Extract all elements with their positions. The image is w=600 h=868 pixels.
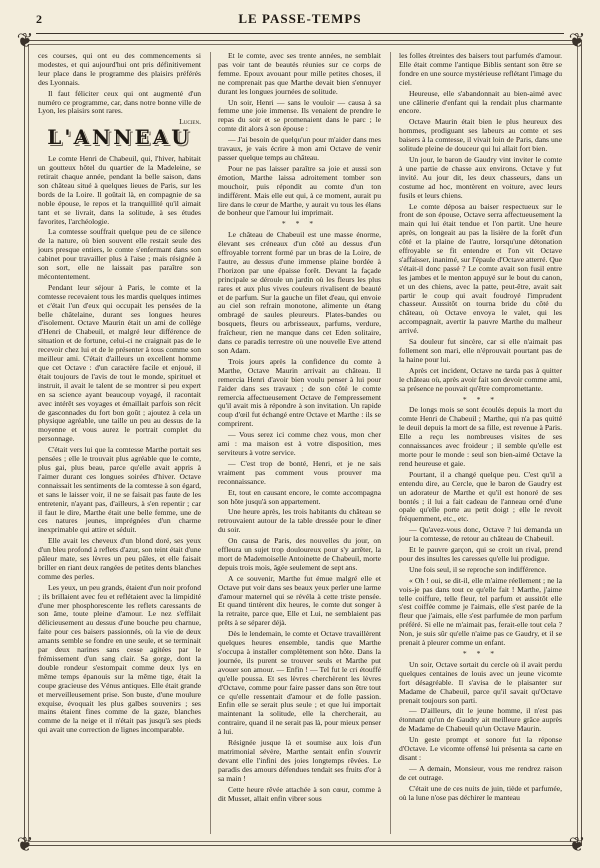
paragraph: Un soir, Octave sortait du cercle où il avait perdu quelques centaines de louis avec un jeune vicomte fort désagréable. Il s'avisa de le plaisanter sur Madame de Chabeuil, parce qu'il savait qu'Octave prenait toujours son parti. [399, 659, 562, 705]
paragraph: Le comte déposa au baiser respectueux sur le front de son épouse, Octave serra affectueusement la main qui lui était tendue et l'on partit. Une heure après, on longeait au pas la lisière de la forêt d'un côté et la plaine de l'autre, lorsqu'une détonation effroyable se fit entendre et l'on vit Octave s'affaisser, inanimé, sur l'épaule d'Octave atterré. Que s'était-il donc passé ? Le comte avait son fusil entre les jambes et le menton appuyé sur le bout du canon, et un des chiens, avec la patte, peut-être, avait sait partir le coup qui avait foudroyé l'imprudent chasseur. Aussitôt on tourna bride du côté du château, où Octave envoya le valet, qui les accompagnait, avertir la pauvre Marthe du malheur arrivé. [399, 201, 562, 336]
corner-ornament-icon: ❦ [568, 834, 586, 856]
paragraph: On causa de Paris, des nouvelles du jour, on effleura un sujet trop douloureux pour s'y arrêter, la mort de Mademoiselle Antoinette de Chabeuil, morte depuis trois mois, âgée seulement de sept ans. [218, 536, 381, 572]
paragraph: Et le comte, avec ses trente années, ne semblait pas voir tant de beautés réunies sur ce corps de femme. Epoux avouant pour mille petites choses, il ne comprenait pas que Marthe devait bien s'ennuyer durant les longues journées de solitude. [218, 52, 381, 96]
paragraph: Cette heure rêvée attachée à son cœur, comme à dit Musset, allait enfin vibrer sous [218, 784, 381, 803]
story-title: L'ANNEAU [47, 125, 192, 150]
paragraph: Trois jours après la confidence du comte à Marthe, Octave Maurin arrivait au château. Il remercia Henri d'avoir bien voulu penser à lui pour l'aider dans ses travaux ; de son côté le comte remercia affectueusement Octave de l'empressement qu'il avait mis à répondre à son invitation. Un rapide coup d'œil fut échangé entre Octave et Marthe : ils se comprirent. [218, 356, 381, 429]
paragraph: Le château de Chabeuil est une masse énorme, élevant ses créneaux d'un côté au dessus d'un effroyable torrent formé par un bras de la Loire, de l'autre, au dessus d'une immense plaine bordée à l'horizon par une épaisse forêt. Devant la façade principale se déroule un jardin où les fleurs les plus rares et aux plus vives couleurs rivalisent de beauté et de parfum. Sur la gauche un filet d'eau, qui envoie au ciel son refrain monotone, alimente un étang ombragé de saules pleureurs. Plates-bandes ou bosquets, fleurs ou arbrisseaux, parfums, verdure, fraîcheur, rien ne manque dans cet Eden solitaire, dans ce paradis terrestre où une nouvelle Eve attend son Adam. [218, 230, 381, 355]
corner-ornament-icon: ❦ [568, 30, 586, 52]
paragraph: De longs mois se sont écoulés depuis la mort du comte Henri de Chabeuil ; Marthe, qui n'a pas quitté le deuil depuis la mort de sa fille, est revenue à Paris. Elle a reçu les nombreuses visites de ses connaissances avec froideur ; il semble qu'elle est morte pour le monde : seul son bien-aimé Octave la rend heureuse et gaie. [399, 405, 562, 468]
paragraph: — Vous serez ici comme chez vous, mon cher ami : ma maison est à votre disposition, mes serviteurs à votre service. [218, 430, 381, 457]
paragraph: C'était une de ces nuits de juin, tiède et parfumée, où la lune n'ose pas déchirer le manteau [399, 783, 562, 802]
paragraph: Pour ne pas laisser paraître sa joie et aussi son émotion, Marthe laissa adroitement tomber son mouchoir, puis répondit au comte d'un ton indifférent. Mais elle eut qui, à ce moment, aurait pu lire dans le cœur de Marthe, y aurait vu tous les élans de bonheur que l'amour lui imprimait. [218, 163, 381, 218]
section-break: * * * [281, 219, 318, 229]
paragraph: Pourtant, il a changé quelque peu. C'est qu'il a entendu dire, au Cercle, que le baron de Gaudry est un adorateur de Marthe et qu'il est honoré de ses bontés ; il lui a fait cadeau de l'anneau orné d'une opale qu'elle porte au petit doigt ; elle le revoit fréquemment, etc., etc. [399, 469, 562, 524]
paragraph: Il faut féliciter ceux qui ont augmenté d'un numéro ce programme, car, dans notre bonne ville de Lyon, les plaisirs sont rares. [38, 88, 201, 116]
paragraph: — J'ai besoin de quelqu'un pour m'aider dans mes travaux, je vais écrire à mon ami Octave de venir passer quelque temps au château. [218, 135, 381, 162]
paragraph: Et le pauvre garçon, qui se croit un rival, prend pour des insultes les caresses qu'elle lui prodigue. [399, 545, 562, 563]
paragraph: Résignée jusque là et soumise aux lois d'un matrimonial sévère, Marthe sentait enfin s'ouvrir devant elle l'infini des joies longtemps rêvées. Le paradis des amours défendues tendait ses fruits d'or à sa main ! [218, 738, 381, 783]
corner-ornament-icon: ❦ [16, 30, 34, 52]
paragraph: Un geste prompt et sonore fut la réponse d'Octave. Le vicomte offensé lui présenta sa carte en disant : [399, 735, 562, 762]
paragraph: — D'ailleurs, dit le jeune homme, il n'est pas étonnant qu'un de Gaudry ait meilleure grâce auprès de Madame de Chabeuil qu'un Octave Maurin. [399, 706, 562, 734]
paragraph: — A demain, Monsieur, vous me rendrez raison de cet outrage. [399, 763, 562, 782]
paragraph: Elle avait les cheveux d'un blond doré, ses yeux d'un bleu profond à reflets d'azur, son teint était d'une pâleur mate, ses lèvres un peu pâles, et elle faisait briller en riant deux rangées de petites dents blanches comme des perles. [38, 536, 201, 581]
section-break: * * * [462, 394, 499, 404]
paragraph: Sa douleur fut sincère, car si elle n'aimait pas follement son mari, elle n'éprouvait pourtant pas de la haine pour lui. [399, 337, 562, 364]
column-2 [218, 52, 381, 838]
paragraph: Le comte Henri de Chabeuil, qui, l'hiver, habitait un goutteux hôtel du quartier de la Madeleine, se retirait chaque année, pendant la belle saison, dans son château situé à quelques lieues de Paris, sur les bords de la Loire. Il goûtait là, en compagnie de sa noble épouse, le repos et la tranquillité qu'il aimait tant et se livrait, dans la solitude, à ses études favorites, l'archéologie. [38, 154, 201, 226]
paragraph: Après cet incident, Octave ne tarda pas à quitter le château où, après avoir fait son devoir comme ami, sa présence ne pouvait qu'être compromettante. [399, 365, 562, 393]
section-break: * * * [462, 649, 499, 658]
paragraph: Pendant leur séjour à Paris, le comte et la comtesse recevaient tous les mardis quelques intimes et c'était l'un d'eux qui occupait les pensées de la belle châtelaine, durant ses longues heures d'isolement. Octave Maurin était un ami de collège d'Henri de Chabeuil, et malgré leur différence de situation et de fortune, celui-ci ne craignait pas de le recevoir chez lui et de le présenter à tous comme son meilleur ami. C'était d'ailleurs un excellent homme que cet Octave : d'un caractère facile et enjoué, il était toujours de l'avis de tout le monde, spirituel et instruit, il avait le talent de se montrer si peu expert en sa science ayant beaucoup voyagé, il racontait avec intérêt ses voyages et émaillait parfois son récit de gasconnades du fort bon goût ; ajoutez à cela un physique agréable, une taille un peu au dessus de la moyenne et vous aurez le portrait complet du personnage. [38, 282, 201, 444]
paragraph: Heureuse, elle s'abandonnait au bien-aimé avec une câlinerie d'enfant qui la rendait plus charmante encore. [399, 88, 562, 116]
author-signature: Lucien. [179, 117, 201, 127]
page-header [36, 8, 564, 34]
paragraph: les folles étreintes des baisers tout parfumés d'amour. Elle était comme l'antique Biblis sentant son être se fondre en une source mystérieuse reflétant l'image du ciel. [399, 52, 562, 87]
paragraph: Un soir, Henri — sans le vouloir — causa à sa femme une joie immense. Ils venaient de prendre le repas du soir et se promenaient dans le parc ; le comte dit alors à son épouse : [218, 97, 381, 134]
corner-ornament-icon: ❦ [16, 834, 34, 856]
header-rule [36, 33, 564, 34]
column-1 [38, 52, 201, 838]
paragraph: La comtesse souffrait quelque peu de ce silence de la nature, où bien souvent elle restait seule des jours presque entiers, le comte s'enfermant dans son cabinet pour travailler plus à l'aise ; mais résignée à son sort, elle ne laissait pas paraître son mécontentement. [38, 227, 201, 281]
paragraph: — C'est trop de bonté, Henri, et je ne sais vraiment pas comment vous prouver ma reconnaissance. [218, 458, 381, 486]
paragraph: — Qu'avez-vous donc, Octave ? lui demanda un jour la comtesse, de retour au château de Chabeuil. [399, 525, 562, 544]
paragraph: Dès le lendemain, le comte et Octave travaillèrent quelques heures ensemble, tandis que Marthe s'occupa à installer complètement son hôte. Dans la journée, ils purent se trouver seuls et Marthe put avouer son amour. — Enfin ! — Tel fut le cri étouffé qu'elle poussa. Et ses lèvres cherchèrent les lèvres d'Octave, comme pour faire passer dans son être tout ce qu'elle ressentait d'amour et de folle passion. Enfin elle se serait plus seule ; et que lui importait maintenant la solitude, elle la chercherait, au contraire, quand il ne serait pas là, pour mieux penser à lui. [218, 629, 381, 737]
paragraph: A ce souvenir, Marthe fut émue malgré elle et Octave put voir dans ses beaux yeux perler une larme d'amour maternel qui se révéla à cette triste pensée. Et quand tintèrent dix heures, le comte dut songer à la retraite, parce que, Elle et Lui, ne semblaient pas prêts à se séparer déjà. [218, 573, 381, 628]
paragraph: C'était vers lui que la comtesse Marthe portait ses pensées ; elle le trouvait plus agréable que le comte, plus gai, plus beau, parce qu'elle avait appris à l'aimer durant ces longues soirées d'hiver. Octave connaissait les sentiments de la comtesse à son égard, et sans le laisser voir, il ne se faisait pas faute de les entretenir, n'ayant pas, d'ailleurs, à s'en repentir ; car il faut le dire, Marthe était une belle femme, une de ces natures jeunes, imprégnées d'un charme inexprimable qui attire et séduit. [38, 445, 201, 535]
page-number: 2 [36, 12, 42, 26]
paragraph: ces courses, qui ont eu des commencements si modestes, et qui aujourd'hui ont pris définitivement leur place dans le programme des plaisirs préférés des Lyonnais. [38, 52, 201, 87]
masthead-title: LE PASSE-TEMPS [238, 11, 362, 26]
column-3 [399, 52, 562, 838]
paragraph: Les yeux, un peu grands, étaient d'un noir profond ; ils brillaient avec feu et reflétaient avec la limpidité d'une mer phosphorescente les reflets caressants de son âme, toute pleine d'amour. Le nez s'effilait délicieusement au dessus d'une bouche peu charnue, faite pour ces baisers passionnés, où la vie de deux amants semble se fondre en une seule, et se terminait par deux narines sans cesse agitées par le frémissement d'un sang clair. Sa gorge, dont la double rondeur s'estompait comme deux lys en même temps épanouis sur la même tige, était la coupe gracieuse des Vénus antiques. Elle était grande et merveilleusement prise. Son buste, d'une moulure exquise, évoquait les plus galbes souvenirs ; ses mains étaient fines comme de la gaze, blanches comme de la neige et il n'était pas jusqu'à ses pieds qui avait une correction de lignes incomparable. [38, 582, 201, 735]
paragraph: Octave Maurin était bien le plus heureux des hommes, prodiguant ses labeurs au comte et ses baisers à la comtesse, il vivait loin de Paris, dans une solitude pleine de douceur qui lui allait fort bien. [399, 117, 562, 154]
paragraph: « Oh ! oui, se dit-il, elle m'aime réellement ; ne la vois-je pas dans tout ce qu'elle fait ! Marthe, j'aime telle coiffure, telle fleur, tel parfum et aussitôt elle s'est coiffée comme je l'aimais, elle s'est parée de la fleur que j'aimais, elle s'est parfumée de mon parfum préféré. Si elle ne m'aimait pas, ferait-elle tout cela ? Non, je suis sûr qu'elle n'aime pas ce Gaudry, et il se prenait à pleurer comme un enfant. [399, 575, 562, 648]
article-columns [38, 52, 562, 838]
paragraph: Une fois seul, il se reproche son indifférence. [409, 564, 547, 574]
paragraph: Un jour, le baron de Gaudry vint inviter le comte à une partie de chasse aux environs. Octave y fut invité. Au jour dit, les deux chasseurs, dans un costume ad hoc, montèrent en voiture, avec leurs fusils et leurs chiens. [399, 154, 562, 200]
paragraph: Une heure après, les trois habitants du château se retrouvaient autour de la table dressée pour le dîner du soir. [218, 507, 381, 535]
story-title-block [38, 125, 201, 150]
paragraph: Et, tout en causant encore, le comte accompagna son hôte jusqu'à son appartement. [218, 487, 381, 506]
